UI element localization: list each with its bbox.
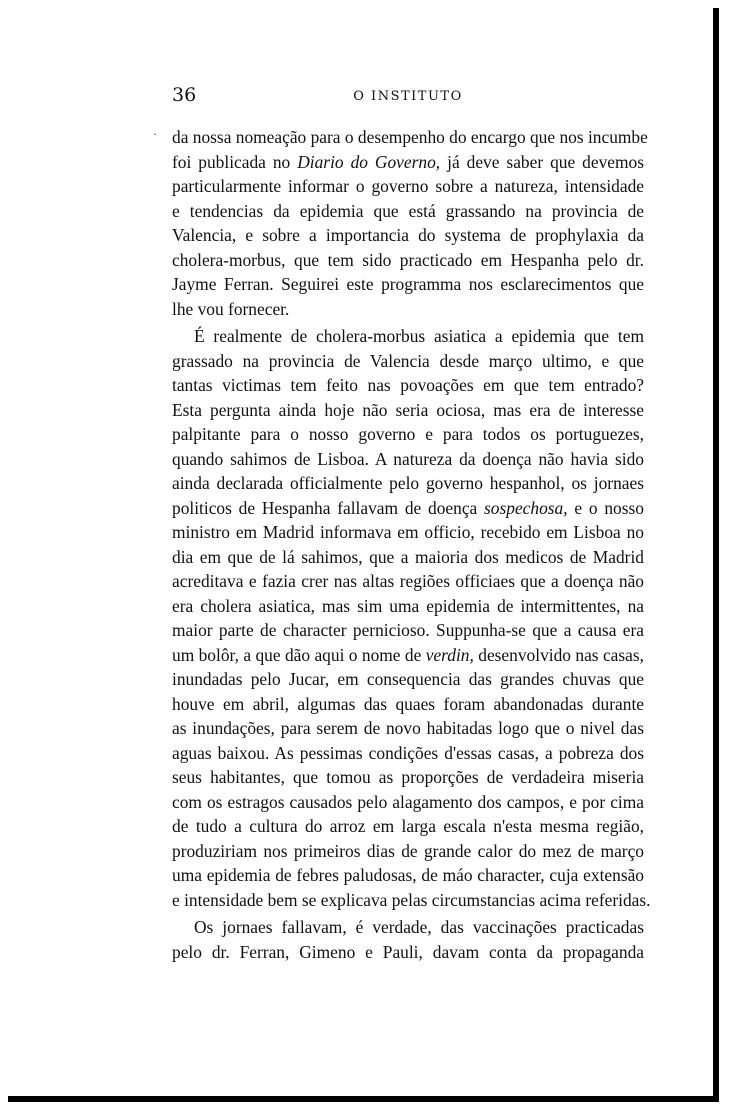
text-run: seus habitantes, que tomou as proporções de verdadeira miseria <box>172 767 644 787</box>
text-line <box>172 349 644 374</box>
text-run: ainda declarada officialmente pelo governo hespanhol, os jornaes <box>172 473 644 493</box>
text-run: pelo dr. Ferran, Gimeno e Pauli, davam conta da propaganda <box>172 941 644 962</box>
paragraph <box>172 324 651 912</box>
text-run: Os jornaes fallavam, é verdade, das vaccinações practicadas <box>194 917 644 937</box>
journal-title: O INSTITUTO <box>353 89 463 104</box>
text-line <box>172 248 644 273</box>
text-run: grassado na provincia de Valencia desde março ultimo, e que <box>172 350 644 371</box>
text-line <box>172 150 644 175</box>
italic-text: sospechosa, <box>484 497 568 518</box>
running-head <box>172 84 644 108</box>
text-line <box>172 915 644 940</box>
paragraph <box>172 125 648 321</box>
page-number: 36 <box>172 84 197 106</box>
text-line <box>172 373 644 398</box>
text-line <box>172 174 644 199</box>
text-line <box>172 272 644 297</box>
text-line <box>172 667 644 692</box>
text-run: cholera-morbus, que tem sido practicado em Hespanha pelo dr. <box>172 249 644 270</box>
text-run: era cholera asiatica, mas sim uma epidemia de intermittentes, na <box>172 595 644 616</box>
text-line <box>172 839 644 864</box>
text-line <box>172 398 644 423</box>
text-line <box>172 940 644 965</box>
text-run: acreditava e fazia crer nas altas regiões officiaes que a doença não <box>172 571 644 591</box>
text-run: tantas victimas tem feito nas povoações em que tem entrado? <box>172 375 644 395</box>
text-line <box>172 692 644 717</box>
text-run: produziriam nos primeiros dias de grande calor do mez de março <box>172 840 644 861</box>
text-run: as inundações, para serem de novo habitadas logo que o nivel das <box>172 718 644 738</box>
text-run: maior parte de character pernicioso. Suppunha-se que a causa era <box>172 620 644 640</box>
text-line <box>172 594 644 619</box>
text-run: e tendencias da epidemia que está grassando na provincia de <box>172 200 644 221</box>
text-run: um bolôr, a que dão aqui o nome de <box>172 644 426 665</box>
text-line <box>172 888 651 913</box>
text-run: já deve saber que devemos <box>440 151 644 172</box>
text-run: particularmente informar o governo sobre a natureza, intensidade <box>172 176 644 196</box>
text-run: dia em que de lá sahimos, que a maioria dos medicos de Madrid <box>172 546 644 567</box>
text-run: Valencia, e sobre a importancia do systema de prophylaxia da <box>172 225 644 245</box>
text-run: foi publicada no <box>172 151 298 172</box>
text-run: palpitante para o nosso governo e para todos os portuguezes, <box>172 424 644 444</box>
text-run: ministro em Madrid informava em officio, recebido em Lisboa no <box>172 522 644 542</box>
stray-mark: · <box>153 127 157 141</box>
text-run: com os estragos causados pelo alagamento dos campos, e por cima <box>172 791 644 812</box>
italic-text: Diario do Governo, <box>297 151 441 172</box>
text-run: Jayme Ferran. Seguirei este programma nos esclarecimentos que <box>172 274 644 294</box>
text-line <box>172 643 644 668</box>
text-line <box>172 545 644 570</box>
text-run: uma epidemia de febres paludosas, de máo character, cuja extensão <box>172 865 644 885</box>
paragraph <box>172 915 644 964</box>
text-run: É realmente de cholera-morbus asiatica a epidemia que tem <box>194 326 644 346</box>
text-line <box>172 447 644 472</box>
text-line <box>172 125 648 150</box>
text-line <box>172 716 644 741</box>
text-run: e intensidade bem se explicava pelas circumstancias acima referidas. <box>172 889 651 910</box>
text-line <box>172 223 644 248</box>
text-line <box>172 471 644 496</box>
text-line <box>172 422 644 447</box>
text-run: desenvolvido nas casas, <box>473 644 644 665</box>
italic-text: verdin, <box>425 644 474 665</box>
text-line <box>172 199 644 224</box>
text-run: politicos de Hespanha fallavam de doença <box>172 497 485 518</box>
text-line <box>172 496 644 521</box>
text-line <box>172 863 644 888</box>
text-run: quando sahimos de Lisboa. A natureza da doença não havia sido <box>172 448 644 469</box>
text-run: lhe vou fornecer. <box>172 298 290 319</box>
text-run: houve em abril, algumas das quaes foram abandonadas durante <box>172 693 644 714</box>
text-line <box>172 297 644 322</box>
body-text <box>172 125 651 964</box>
text-run: e o nosso <box>567 497 644 518</box>
text-run: de tudo a cultura do arroz em larga escala n'esta mesma região, <box>172 816 644 836</box>
text-run: aguas baixou. As pessimas condições d'essas casas, a pobreza dos <box>172 742 644 763</box>
text-line <box>172 741 644 766</box>
text-line <box>172 618 644 643</box>
text-run: da nossa nomeação para o desempenho do encargo que nos incumbe <box>172 127 648 147</box>
page <box>8 8 719 1102</box>
text-line <box>172 765 644 790</box>
text-line <box>172 814 644 839</box>
text-line <box>172 520 644 545</box>
text-line <box>172 790 644 815</box>
text-run: inundadas pelo Jucar, em consequencia das grandes chuvas que <box>172 669 644 689</box>
text-line <box>172 569 644 594</box>
text-line <box>172 324 644 349</box>
text-run: Esta pergunta ainda hoje não seria ociosa, mas era de interesse <box>172 399 644 420</box>
